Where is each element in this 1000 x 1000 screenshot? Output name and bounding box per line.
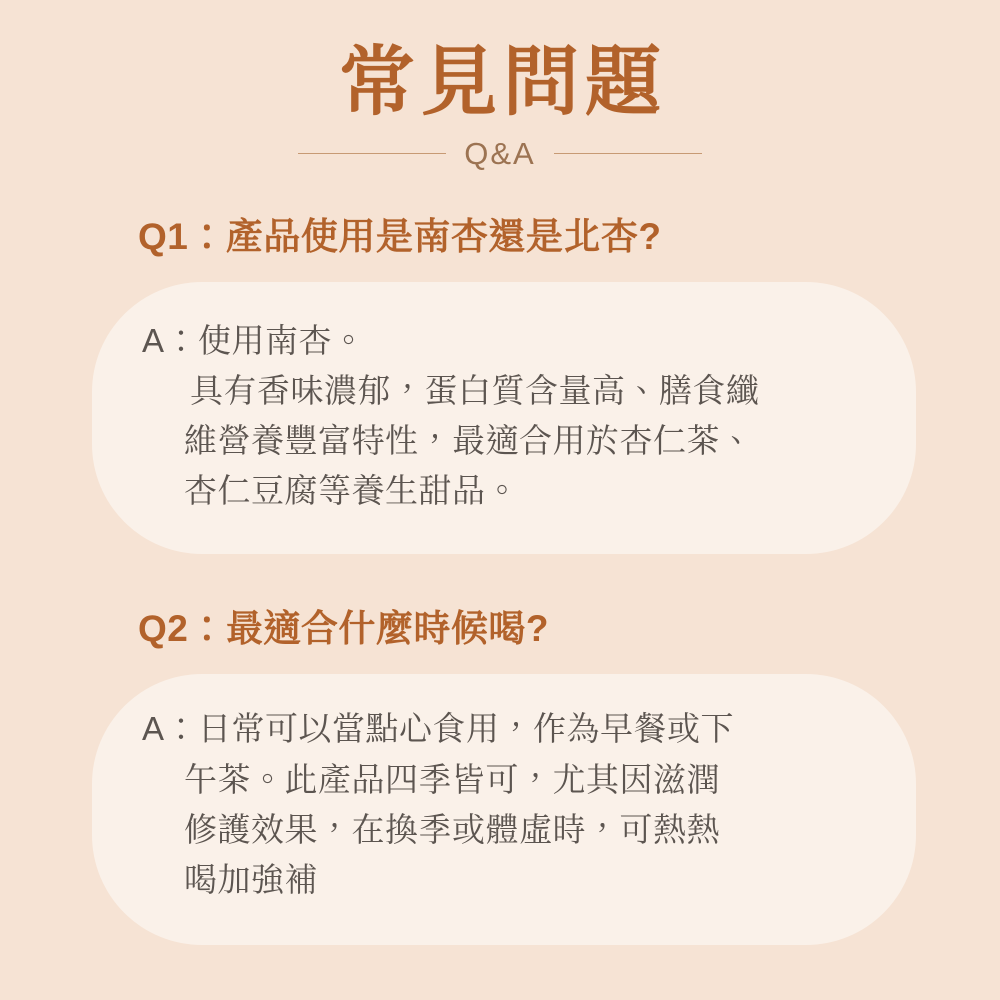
answer-2-line-1 [142, 704, 866, 754]
answer-1-line-4: 杏仁豆腐等養生甜品。 [184, 472, 519, 510]
page-header [0, 0, 1000, 172]
answer-1 [142, 316, 866, 517]
answer-2-label: A： [142, 710, 199, 748]
answer-1-label: A： [142, 321, 199, 359]
answer-card-2 [92, 674, 916, 945]
question-2-text: 最適合什麼時候喝? [225, 608, 549, 650]
answer-card-1 [92, 282, 916, 555]
answer-2-line-4: 喝加強補 [184, 860, 318, 898]
page-subtitle: Q&A [464, 135, 536, 171]
answer-2-line-2: 午茶。此產品四季皆可，尤其因滋潤 [184, 760, 720, 798]
question-1 [138, 206, 1000, 260]
answer-1-line-2: 具有香味濃郁，蛋白質含量高、膳食纖 [190, 371, 760, 409]
divider-right [554, 153, 702, 154]
answer-1-line-3: 維營養豐富特性，最適合用於杏仁茶、 [184, 422, 754, 460]
divider-left [298, 153, 446, 154]
question-2-label: Q2： [138, 608, 226, 650]
answer-1-text-1: 使用南杏。 [198, 321, 366, 359]
faq-item-1 [0, 206, 1000, 555]
answer-2-line-3: 修護效果，在換季或體虛時，可熱熱 [184, 810, 720, 848]
question-1-label: Q1： [138, 215, 226, 257]
subtitle-row [0, 136, 1000, 172]
question-2 [138, 598, 1000, 652]
faq-item-2 [0, 598, 1000, 945]
faq-list [0, 206, 1000, 945]
answer-2 [142, 704, 866, 905]
question-1-text: 產品使用是南杏還是北杏? [225, 215, 662, 257]
page-title: 常見問題 [339, 37, 667, 126]
answer-2-text-1: 日常可以當點心食用，作為早餐或下 [198, 710, 735, 748]
answer-1-line-1 [142, 316, 866, 366]
